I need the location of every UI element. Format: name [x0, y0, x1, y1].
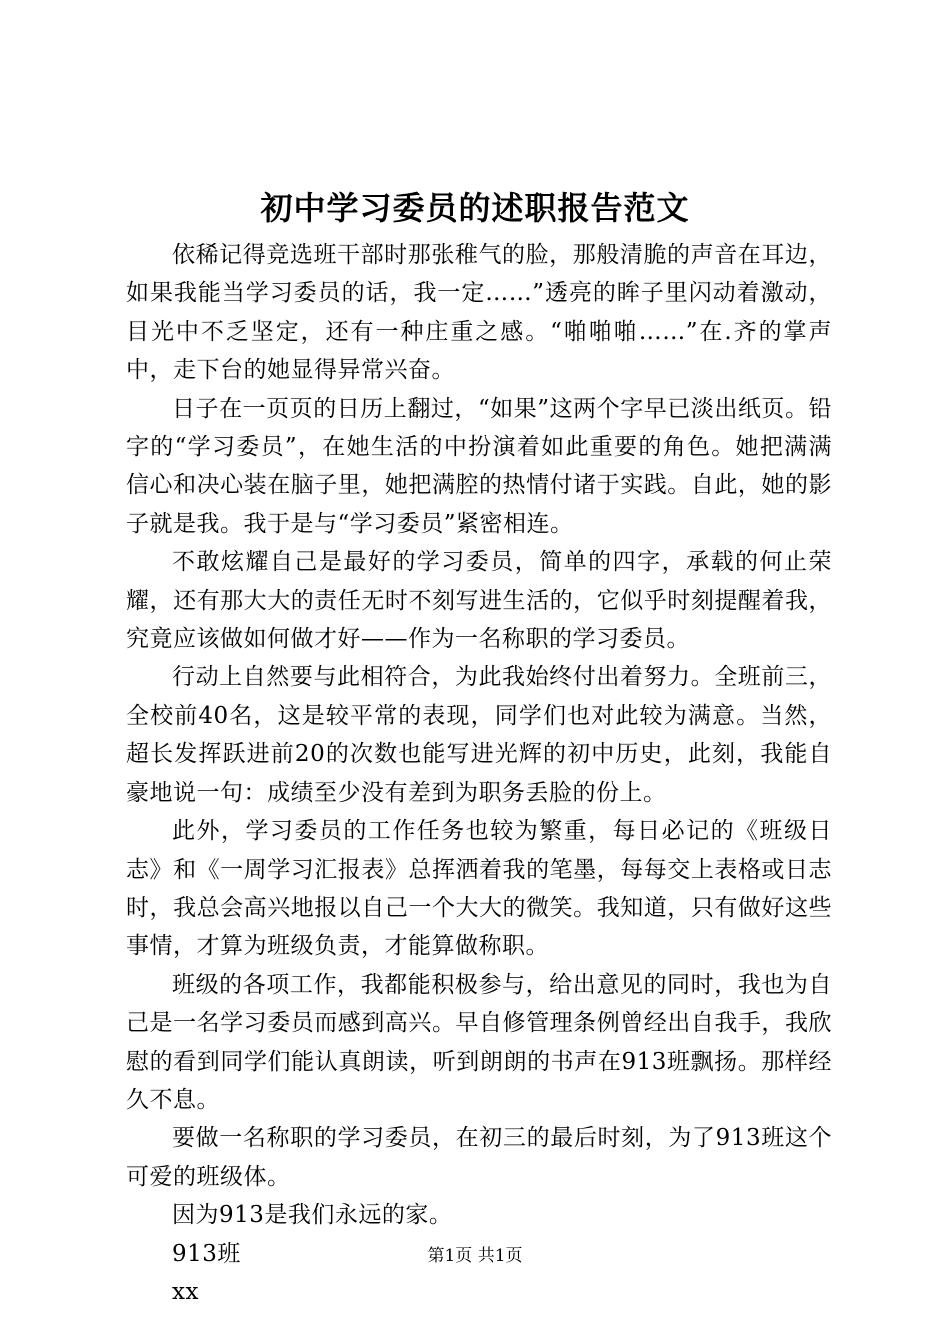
paragraph-7: 要做一名称职的学习委员，在初三的最后时刻，为了913班这个可爱的班级体。 — [126, 1125, 832, 1190]
page-footer: 第1页 共1页 — [427, 1246, 523, 1266]
paragraph-6: 班级的各项工作，我都能积极参与，给出意见的同时，我也为自己是一名学习委员而感到高兴。早自修管理条例曾经出自我手，我欣慰的看到同学们能认真朗读，听到朗朗的书声在913班飘扬。那样经久不息。 — [126, 971, 832, 1113]
paragraph-4: 行动上自然要与此相符合，为此我始终付出着努力。全班前三，全校前40名，这是较平常的表现，同学们也对此较为满意。当然，超长发挥跃进前20的次数也能写进光辉的初中历史，此刻，我能自豪地说一句：成绩至少没有差到为职务丢脸的份上。 — [126, 664, 832, 806]
paragraph-1: 依稀记得竞选班干部时那张稚气的脸，那般清脆的声音在耳边，如果我能当学习委员的话，我一定……”透亮的眸子里闪动着激动，目光中不乏坚定，还有一种庄重之感。“啪啪啪……”在.齐的掌声中，走下台的她显得异常兴奋。 — [126, 242, 832, 384]
document-body — [126, 236, 832, 1311]
paragraph-8: 因为913是我们永远的家。 — [172, 1202, 453, 1229]
signature-author: xx — [172, 1278, 199, 1305]
document-title: 初中学习委员的述职报告范文 — [260, 189, 690, 227]
signature-class: 913班 — [172, 1240, 241, 1267]
paragraph-5: 此外，学习委员的工作任务也较为繁重，每日必记的《班级日志》和《一周学习汇报表》总挥洒着我的笔墨，每每交上表格或日志时，我总会高兴地报以自己一个大大的微笑。我知道，只有做好这些事情，才算为班级负责，才能算做称职。 — [126, 818, 832, 960]
paragraph-2: 日子在一页页的日历上翻过，“如果”这两个字早已淡出纸页。铅字的“学习委员”，在她生活的中扮演着如此重要的角色。她把满满信心和决心装在脑子里，她把满腔的热情付诸于实践。自此，她的影子就是我。我于是与“学习委员”紧密相连。 — [126, 395, 832, 537]
paragraph-3: 不敢炫耀自己是最好的学习委员，简单的四字，承载的何止荣耀，还有那大大的责任无时不刻写进生活的，它似乎时刻提醒着我，究竟应该做如何做才好——作为一名称职的学习委员。 — [126, 549, 832, 653]
